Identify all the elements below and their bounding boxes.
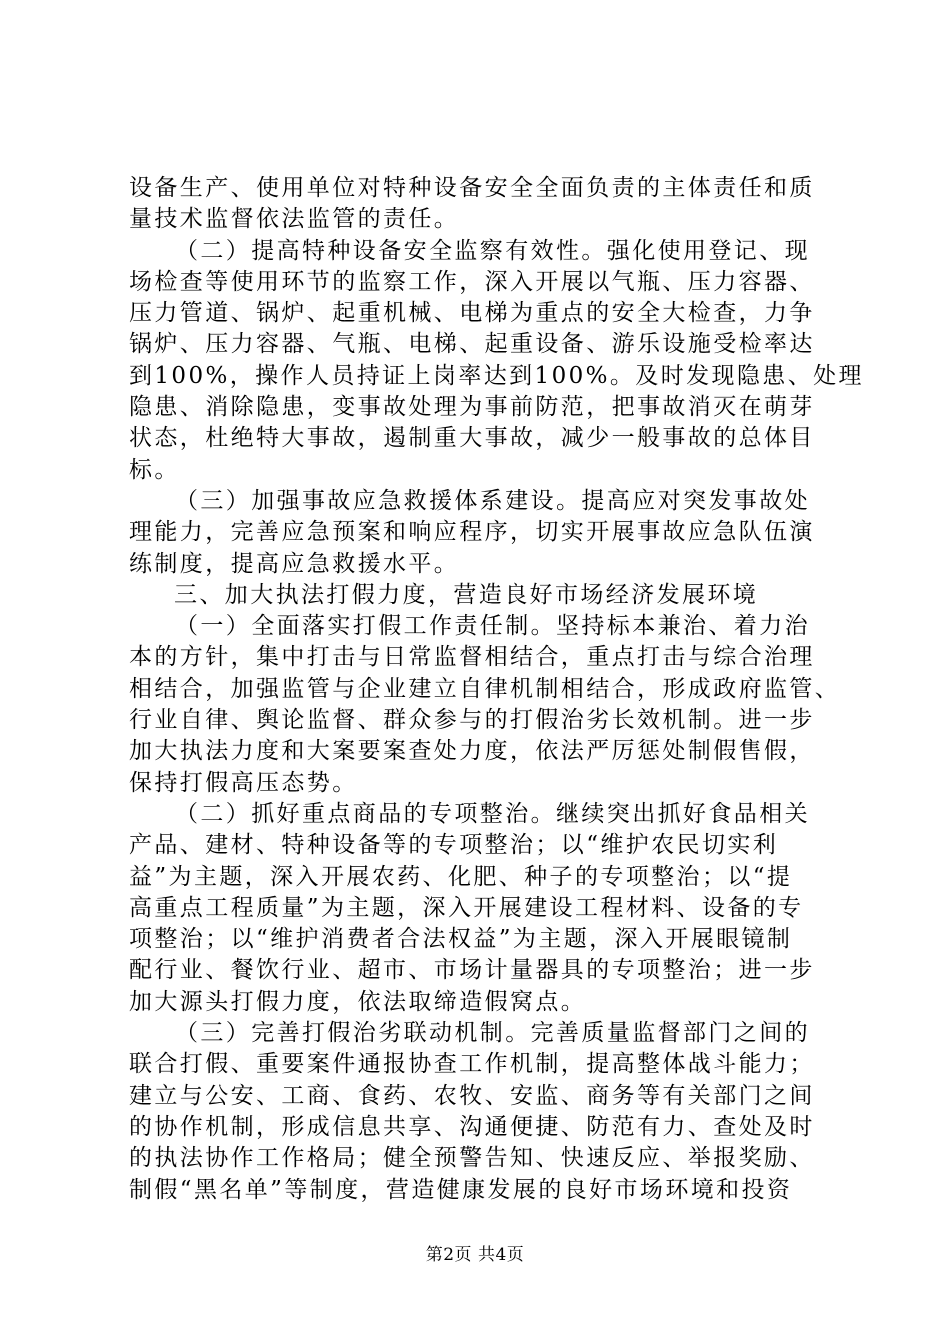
text-line: 量技术监督依法监管的责任。 (129, 206, 460, 233)
page-number: 第2页 共4页 (425, 1245, 525, 1265)
text-line: 保持打假高压态势。 (129, 769, 358, 796)
text-line: （一）全面落实打假工作责任制。坚持标本兼治、着力治 (175, 613, 810, 640)
text-line: 行业自律、舆论监督、群众参与的打假治劣长效机制。进一步 (129, 707, 815, 734)
text-line: 的执法协作工作格局；健全预警告知、快速反应、举报奖励、 (129, 1145, 815, 1172)
text-line: 益”为主题，深入开展农药、化肥、种子的专项整治；以“提 (129, 863, 793, 890)
text-line: 加大执法力度和大案要案查处力度，依法严厉惩处制假售假， (129, 738, 815, 765)
text-line: 配行业、餐饮行业、超市、市场计量器具的专项整治；进一步 (129, 957, 815, 984)
text-line: 产品、建材、特种设备等的专项整治；以“维护农民切实利 (129, 832, 779, 859)
text-line: 本的方针，集中打击与日常监督相结合，重点打击与综合治理 (129, 644, 815, 671)
text-line: （二）提高特种设备安全监察有效性。强化使用登记、现 (175, 237, 810, 264)
text-line: 压力管道、锅炉、起重机械、电梯为重点的安全大检查，力争 (129, 300, 815, 327)
text-line: （二）抓好重点商品的专项整治。继续突出抓好食品相关 (175, 800, 810, 827)
text-line: 加大源头打假力度，依法取缔造假窝点。 (129, 988, 587, 1015)
text-line: （三）加强事故应急救援体系建设。提高应对突发事故处 (175, 487, 810, 514)
text-line: 隐患、消除隐患，变事故处理为事前防范，把事故消灭在萌芽 (129, 394, 815, 421)
document-body (129, 173, 864, 1206)
text-line: 练制度，提高应急救援水平。 (129, 550, 460, 577)
text-line: 制假“黑名单”等制度，营造健康发展的良好市场环境和投资 (129, 1176, 793, 1203)
text-line: 标。 (129, 456, 180, 483)
text-line: 理能力，完善应急预案和响应程序，切实开展事故应急队伍演 (129, 519, 815, 546)
text-line: 到100%，操作人员持证上岗率达到100%。及时发现隐患、处理 (129, 362, 864, 389)
text-line: 高重点工程质量”为主题，深入开展建设工程材料、设备的专 (129, 894, 804, 921)
section-heading: 三、加大执法打假力度，营造良好市场经济发展环境 (174, 581, 759, 608)
text-line: 的协作机制，形成信息共享、沟通便捷、防范有力、查处及时 (129, 1113, 815, 1140)
text-line: 项整治；以“维护消费者合法权益”为主题，深入开展眼镜制 (129, 926, 793, 953)
text-line: 场检查等使用环节的监察工作，深入开展以气瓶、压力容器、 (129, 268, 815, 295)
text-line: 联合打假、重要案件通报协查工作机制，提高整体战斗能力； (129, 1051, 815, 1078)
text-line: （三）完善打假治劣联动机制。完善质量监督部门之间的 (175, 1020, 810, 1047)
text-line: 建立与公安、工商、食药、农牧、安监、商务等有关部门之间 (129, 1082, 815, 1109)
text-line: 相结合，加强监管与企业建立自律机制相结合，形成政府监管、 (129, 675, 841, 702)
text-line: 设备生产、使用单位对特种设备安全全面负责的主体责任和质 (129, 175, 815, 201)
text-line: 锅炉、压力容器、气瓶、电梯、起重设备、游乐设施受检率达 (129, 331, 815, 358)
text-line: 状态，杜绝特大事故，遏制重大事故，减少一般事故的总体目 (129, 425, 815, 452)
